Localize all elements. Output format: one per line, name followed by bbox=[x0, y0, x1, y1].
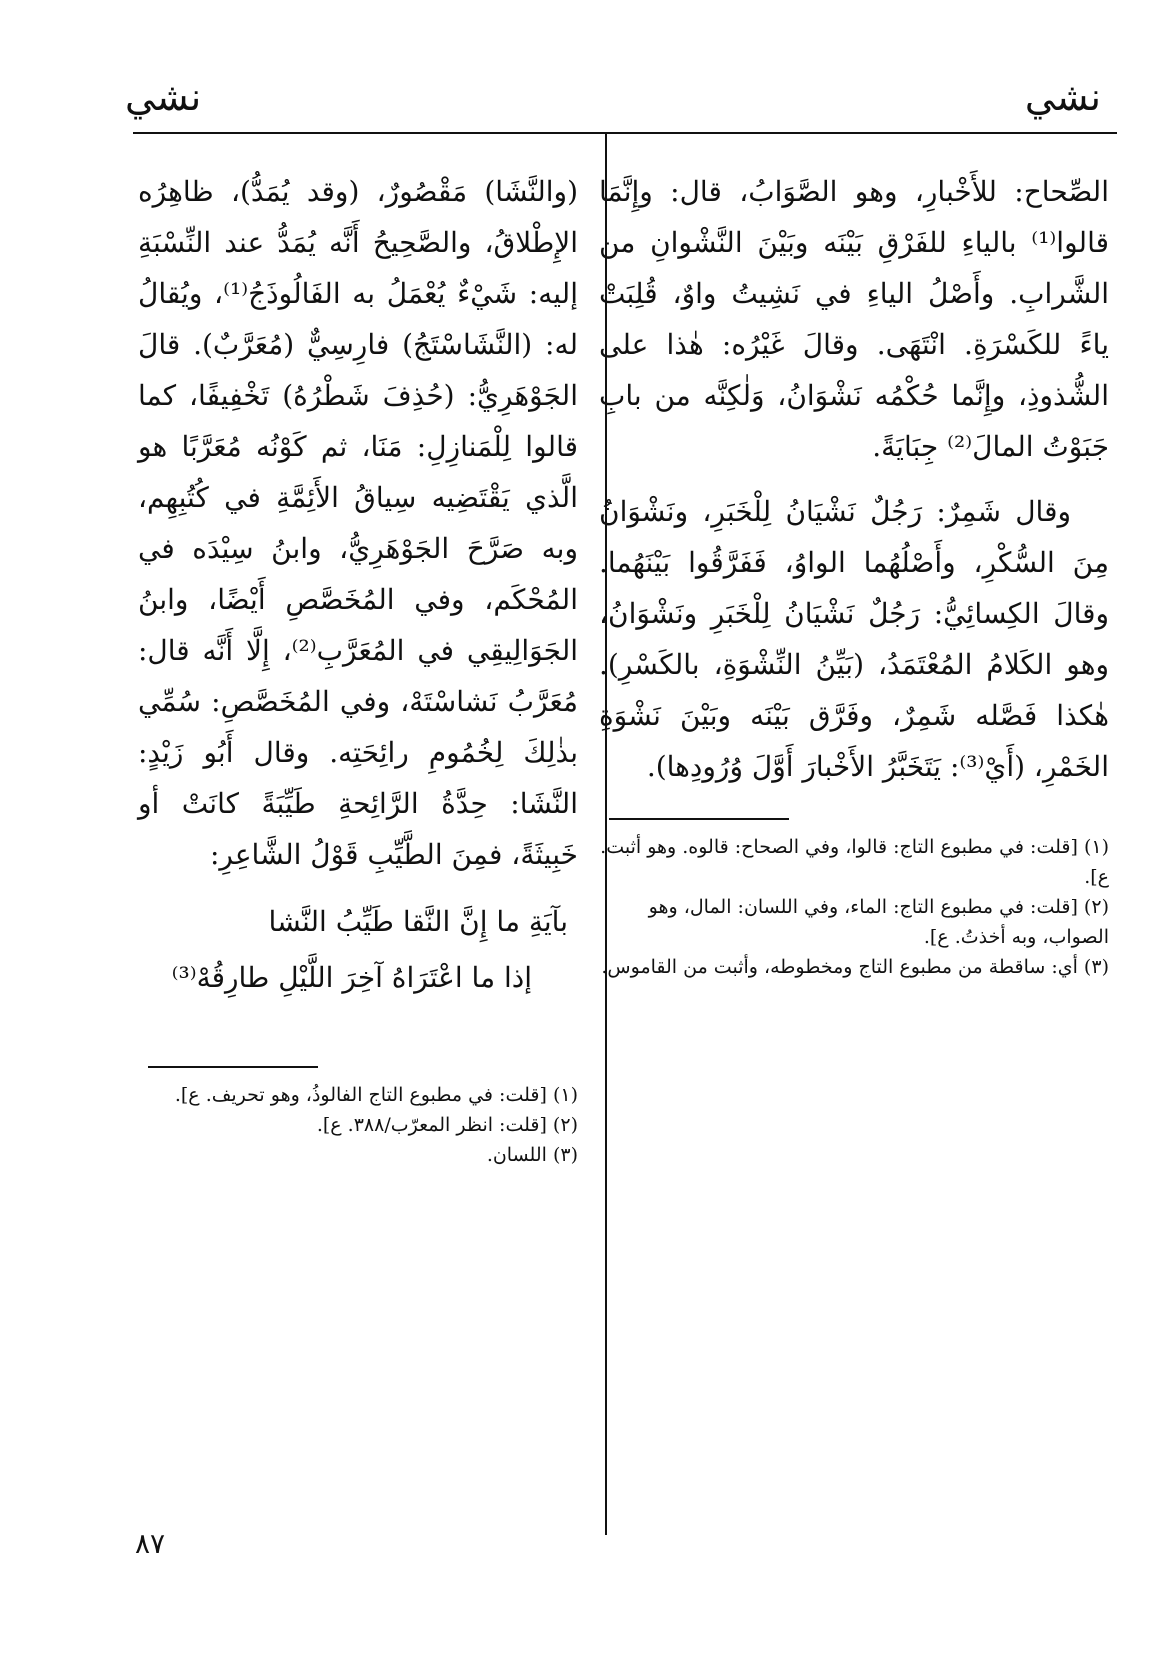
left-footnote-3: (٣) اللسان. bbox=[486, 1144, 578, 1166]
right-footnote-rule bbox=[609, 818, 789, 820]
verse-line-1: بآيَةِ ما إِنَّ النَّقا طَيِّبُ النَّشا bbox=[268, 905, 568, 938]
right-footnote-3: (٣) أي: ساقطة من مطبوع التاج ومخطوطه، وأثبت من القاموس. bbox=[601, 956, 1109, 978]
header-rule bbox=[133, 132, 1117, 134]
left-footnote-2: (٢) [قلت: انظر المعرّب/٣٨٨. ع]. bbox=[316, 1114, 578, 1136]
right-paragraph-2: وقال شَمِرٌ: رَجُلٌ نَشْيَانُ لِلْخَبَرِ، ونَشْوَانُ مِنَ السُّكْرِ، وأَصْلُهُما الواوُ، فَفَرَّقُوا بَيْنَهُما. وقالَ الكِسائِيُّ: رَجُلٌ نَشْيَانُ لِلْخَبَرِ ونَشْوَانُ، وهو الكَلامُ المُعْتَمَدُ، (بَيِّنُ النِّشْوَةِ، بالكَسْرِ). هٰكذا فَصَّله شَمِرٌ، وفَرَّق بَيْنَه وبَيْنَ نَشْوَةِ الخَمْرِ، (أَيْ⁽³⁾: يَتَخَبَّرُ الأَخْبارَ أَوَّلَ وُرُودِها). bbox=[599, 495, 1109, 783]
running-head-left: نشي bbox=[125, 75, 202, 119]
right-footnote-2: (٢) [قلت: في مطبوع التاج: الماء، وفي اللسان: المال، وهو الصواب، وبه أخذتُ. ع]. bbox=[648, 896, 1109, 948]
left-paragraph: (والنَّشَا) مَقْصُورٌ، (وقد يُمَدُّ)، ظاهِرُه الإِطْلاقُ، والصَّحِيحُ أَنَّه يُمَدُّ عند النِّسْبَةِ إليه: شَيْءٌ يُعْمَلُ به الفَالُوذَجُ⁽¹⁾، ويُقالُ له: (النَّشَاسْتَجُ) فارِسِيٌّ (مُعَرَّبٌ). قالَ الجَوْهَرِيُّ: (حُذِفَ شَطْرُهُ) تَخْفِيفًا، كما قالوا لِلْمَنازِلِ: مَنَا، ثم كَوْنُه مُعَرَّبًا هو الَّذي يَقْتَضِيه سِياقُ الأَئِمَّةِ في كُتُبِهِم، وبه صَرَّحَ الجَوْهَرِيُّ، وابنُ سِيْدَه في المُحْكَم، وفي المُخَصَّصِ أَيْضًا، وابنُ الجَوَالِيقِي في المُعَرَّبِ⁽²⁾، إِلَّا أَنَّه قال: مُعَرَّبُ نَشاسْتَهْ، وفي المُخَصَّصِ: سُمِّي بذٰلِكَ لِخُمُومِ رائِحَتِه. وقال أَبُو زَيْدٍ: النَّشَا: حِدَّةُ الرَّائِحةِ طَيِّبَةً كانَتْ أو خَبِيثَةً، فمِنَ الطَّيِّبِ قَوْلُ الشَّاعِرِ: bbox=[138, 175, 579, 871]
right-paragraph-1: الصِّحاح: للأَخْبارِ، وهو الصَّوَابُ، قال: وإِنَّمَا قالوا⁽¹⁾ بالياءِ للفَرْقِ بَيْنَه وبَيْنَ النَّشْوانِ من الشَّرابِ. وأَصْلُ الياءِ في نَشِيتُ واوٌ، قُلِبَتْ ياءً للكَسْرَةِ. انْتَهَى. وقالَ غَيْرُه: هٰذا على الشُّذوذِ، وإِنَّما حُكْمُه نَشْوَانُ، وَلٰكِنَّه من بابِ جَبَوْتُ المالَ⁽²⁾ جِبَايَةً. bbox=[599, 175, 1109, 463]
right-footnote-1: (١) [قلت: في مطبوع التاج: قالوا، وفي الصحاح: قالوه. وهو أثبت. ع]. bbox=[600, 836, 1109, 888]
left-column bbox=[138, 166, 578, 1170]
running-head-right: نشي bbox=[1024, 75, 1101, 119]
right-column bbox=[599, 166, 1109, 982]
left-footnote-rule bbox=[148, 1066, 318, 1068]
left-footnote-1: (١) [قلت: في مطبوع التاج الفالوذُ، وهو تحريف. ع]. bbox=[174, 1084, 578, 1106]
page-number: ٨٧ bbox=[135, 1527, 166, 1560]
verse-line-2: إذا ما اعْتَرَاهُ آخِرَ اللَّيْلِ طارِقُهْ⁽³⁾ bbox=[171, 961, 532, 994]
